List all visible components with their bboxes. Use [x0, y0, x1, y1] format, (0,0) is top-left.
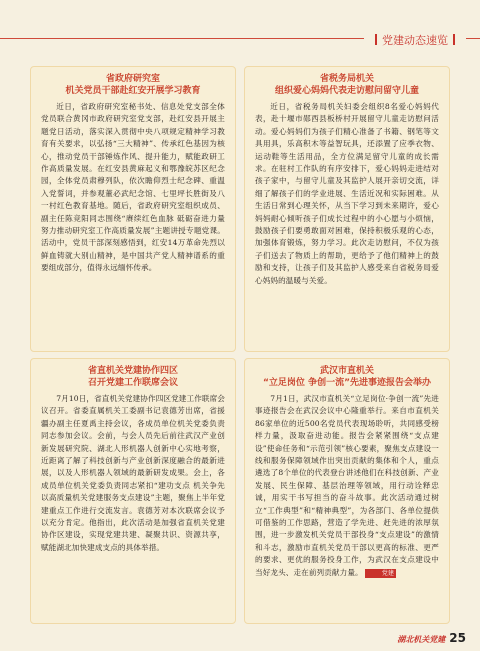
header [0, 0, 480, 60]
article-panel [244, 358, 450, 624]
page-footer [397, 631, 466, 645]
article-title: 机关党员干部赴红安开展学习教育 [65, 86, 201, 96]
article-panel [30, 358, 236, 624]
article-unit: 武汉市直机关 [319, 366, 374, 376]
article-body-text: 7月1日，武汉市直机关“立足岗位·争创一流”先进事迹报告会在武汉会议中心隆重举行。来自市直机关86家单位的近500名党员代表现场聆听，共同感受榜样力量，汲取奋进动能。报告会紧紧围绕“支点建设”使命任务和“示范引领”核心要素，聚焦支点建设一线和服务保障领域作出突出贡献的集体和个人，重点遴选了8个单位的代表登台讲述他们在科技创新、产业发展、民生保障、基层治理等领域，用行动诠释忠诚，用实干书写担当的奋斗故事。此次活动通过树立“工作典型”和“精神典型”，为各部门、各单位提供可借鉴的工作思路，营造了学先进、赶先进的浓厚氛围，进一步激发机关党员干部投身“支点建设”的激情和斗志，激励市直机关党员干部以更高的标准、更严的要求、更优的服务投身工作，为武汉在支点建设中当好龙头、走在前列贡献力量。 [255, 394, 439, 577]
article-body: 近日，省政府研究室秘书处、信息处党支部全体党员联合黄冈市政府研究室党支部，赴红安县开展主题党日活动，落实深入贯彻中央八项规定精神学习教育有关要求，以弘扬“三大精神”、传承红色基因为核心，推动党员干部锤炼作风、提升能力，赋能政研工作高质量发展。在红安县黄麻起义和鄂豫皖苏区纪念园，全体党员肃穆列队，依次瞻仰烈士纪念碑、重温入党誓词，并参观董必武纪念馆、七里坪长胜街及八一村红色教育基地。随后，省政府研究室组织成员、副主任陈竞阳同志围绕“赓续红色血脉 砥砺奋进力量 努力推动研究室工作高质量发展”主题讲授专题党课。活动中，党员干部深刻感悟到，红安14万革命先烈以鲜血铸就大别山精神，是中国共产党人精神谱系的重要组成部分，值得永远缅怀传承。 [41, 102, 225, 273]
article-body: 7月10日，省直机关党建协作四区党建工作联席会议召开。省委直属机关工委副书记袁德芳出席，省援疆办副主任夏禹主持会议，各成员单位机关党委负责同志参加会议。会前，与会人员先后前往武汉产业创新发展研究院、湖北人形机器人创新中心实地考察，近距离了解了科技创新与产业创新深度融合的最新进展，以及人形机器人领域的最新研发成果。会上，各成员单位机关党委负责同志紧扣“建功支点 机关争先 以高质量机关党建服务支点建设”主题，聚焦上半年党建重点工作进行交流发言。袁德芳对本次联席会议予以充分肯定。他指出，此次活动是加强省直机关党建协作区建设，实现党建共建、凝聚共识、资源共享，赋能湖北加快建成支点的具体举措。 [41, 394, 225, 552]
article-panel [244, 66, 450, 352]
magazine-name: 湖北机关党建 [397, 635, 446, 644]
section-label: 党建动态速览 [382, 34, 448, 47]
article-title: 组织爱心妈妈代表走访慰问留守儿童 [274, 86, 419, 96]
article-unit: 省政府研究室 [105, 74, 160, 84]
end-seal-icon: 党建 [365, 569, 396, 578]
section-marker [375, 34, 377, 45]
article-title: “立足岗位 争创一流”先进事迹报告会举办 [263, 378, 431, 388]
article-body: 近日，省税务局机关妇委会组织8名爱心妈妈代表，赴十堰市郧西县板桥村开展留守儿童走访慰问活动。爱心妈妈们为孩子们精心准备了书籍、钢笔等文具用具，乐高积木等益智玩具，还添置了应季衣物、运动鞋等生活用品，全方位满足留守儿童的成长需求。在驻村工作队的有序安排下，爱心妈妈走进结对孩子家中，与留守儿童及其监护人展开亲切交流，详细了解孩子们的学业进展、生活近况和实际困难。从生活日常到心理关怀，从当下学习到未来期许，爱心妈妈耐心倾听孩子们成长过程中的小心愿与小烦恼，鼓励孩子们要勇敢面对困难，保持积极乐观的心态，加强体育锻炼，努力学习。此次走访慰问，不仅为孩子们送去了物质上的帮助，更给予了他们精神上的鼓励和支持，让孩子们及其监护人感受来自省税务局爱心妈妈的温暖与关爱。 [255, 102, 439, 285]
article-unit: 省直机关党建协作四区 [87, 366, 178, 376]
page-number: 25 [449, 631, 466, 645]
article-body [255, 393, 439, 579]
article-panel [30, 66, 236, 352]
article-title: 召开党建工作联席会议 [87, 378, 178, 388]
section-marker [453, 34, 455, 45]
section-title [364, 32, 466, 48]
article-unit: 省税务局机关 [319, 74, 374, 84]
